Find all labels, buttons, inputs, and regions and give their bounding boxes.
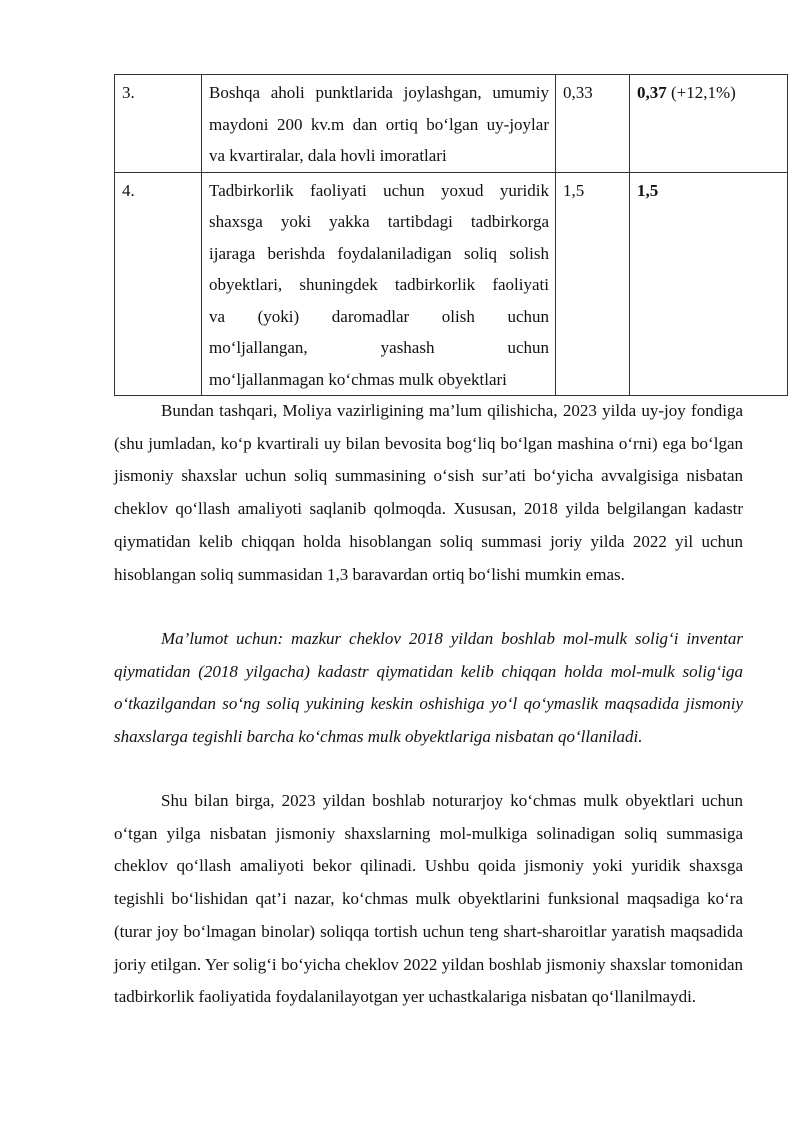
row-number: 3. [115, 75, 202, 173]
row-description [202, 75, 556, 173]
tax-rate-table [114, 74, 788, 396]
table-row [115, 172, 788, 396]
description-line: obyektlari, shuningdek tadbirkorlik faoliyati [209, 275, 549, 294]
description-line: mo‘ljallanmagan ko‘chmas mulk obyektlari [209, 369, 507, 389]
description-line: shaxsga yoki yakka tartibdagi tadbirkorga [209, 212, 549, 231]
description-line: Boshqa aholi punktlarida joylashgan, umumiy [209, 83, 549, 102]
description-line: va kvartiralar, dala hovli imoratlari [209, 146, 447, 165]
description-line: maydoni 200 kv.m dan ortiq bo‘lgan uy-joylar [209, 114, 549, 134]
paragraph-text: Shu bilan birga, 2023 yildan boshlab noturarjoy ko‘chmas mulk obyektlari uchun o‘tgan yilga nisbatan jismoniy shaxslarning mol-mulkiga solinadigan soliq summasiga cheklov qo‘llash amaliyoti bekor qilinadi. Ushbu qoida jismoniy yoki yuridik shaxsga tegishli bo‘lishidan qat’i nazar, ko‘chmas mulk obyektlarini funksional maqsadiga ko‘ra (turar joy bo‘lmagan binolar) soliqqa tortish uchun teng shart-sharoitlar yaratish maqsadida joriy etilgan. Yer solig‘i bo‘yicha cheklov 2022 yildan boshlab jismoniy shaxslar tomonidan tadbirkorlik faoliyatida foydalanilayotgan yer uchastkalariga nisbatan qo‘llanilmaydi. [114, 791, 743, 1007]
previous-rate: 0,33 [556, 75, 630, 173]
description-line: ijaraga berishda foydalaniladigan soliq solish [209, 243, 549, 263]
new-rate [630, 172, 788, 396]
row-number: 4. [115, 172, 202, 396]
paragraph-text: Ma’lumot uchun: mazkur cheklov 2018 yildan boshlab mol-mulk solig‘i inventar qiymatidan (2018 yilgacha) kadastr qiymatidan kelib chiqqan holda mol-mulk solig‘iga o‘tkazilgandan so‘ng soliq yukining keskin oshishiga yo‘l qo‘ymaslik maqsadida jismoniy shaxslarga tegishli barcha ko‘chmas mulk obyektlariga nisbatan qo‘llaniladi. [114, 629, 743, 747]
paragraph-cap-info [114, 395, 743, 591]
description-line: mo‘ljallangan, yashash uchun [209, 338, 549, 357]
description-line: va (yoki) daromadlar olish uchun [209, 306, 549, 326]
new-rate [630, 75, 788, 173]
description-line: Tadbirkorlik faoliyati uchun yoxud yuridik [209, 180, 549, 200]
paragraph-reference-note [114, 623, 743, 754]
paragraph-cap-cancellation [114, 785, 743, 1014]
new-rate-change: (+12,1%) [666, 83, 736, 102]
new-rate-value: 0,37 [637, 83, 667, 102]
row-description [202, 172, 556, 396]
new-rate-value: 1,5 [637, 180, 659, 200]
paragraph-text: Bundan tashqari, Moliya vazirligining ma’lum qilishicha, 2023 yilda uy-joy fondiga (shu jumladan, ko‘p kvartirali uy bilan bevosita bog‘liq bo‘lgan mashina o‘rni) ega bo‘lgan jismoniy shaxslar uchun soliq summasining o‘sish sur’ati bo‘yicha avvalgisiga nisbatan cheklov qo‘llash amaliyoti saqlanib qolmoqda. Xususan, 2018 yilda belgilangan kadastr qiymatidan kelib chiqqan holda hisoblangan soliq summasi joriy yilda 2022 yil uchun hisoblangan soliq summasidan 1,3 baravardan ortiq bo‘lishi mumkin emas. [114, 401, 743, 584]
table-row [115, 75, 788, 173]
previous-rate: 1,5 [556, 172, 630, 396]
